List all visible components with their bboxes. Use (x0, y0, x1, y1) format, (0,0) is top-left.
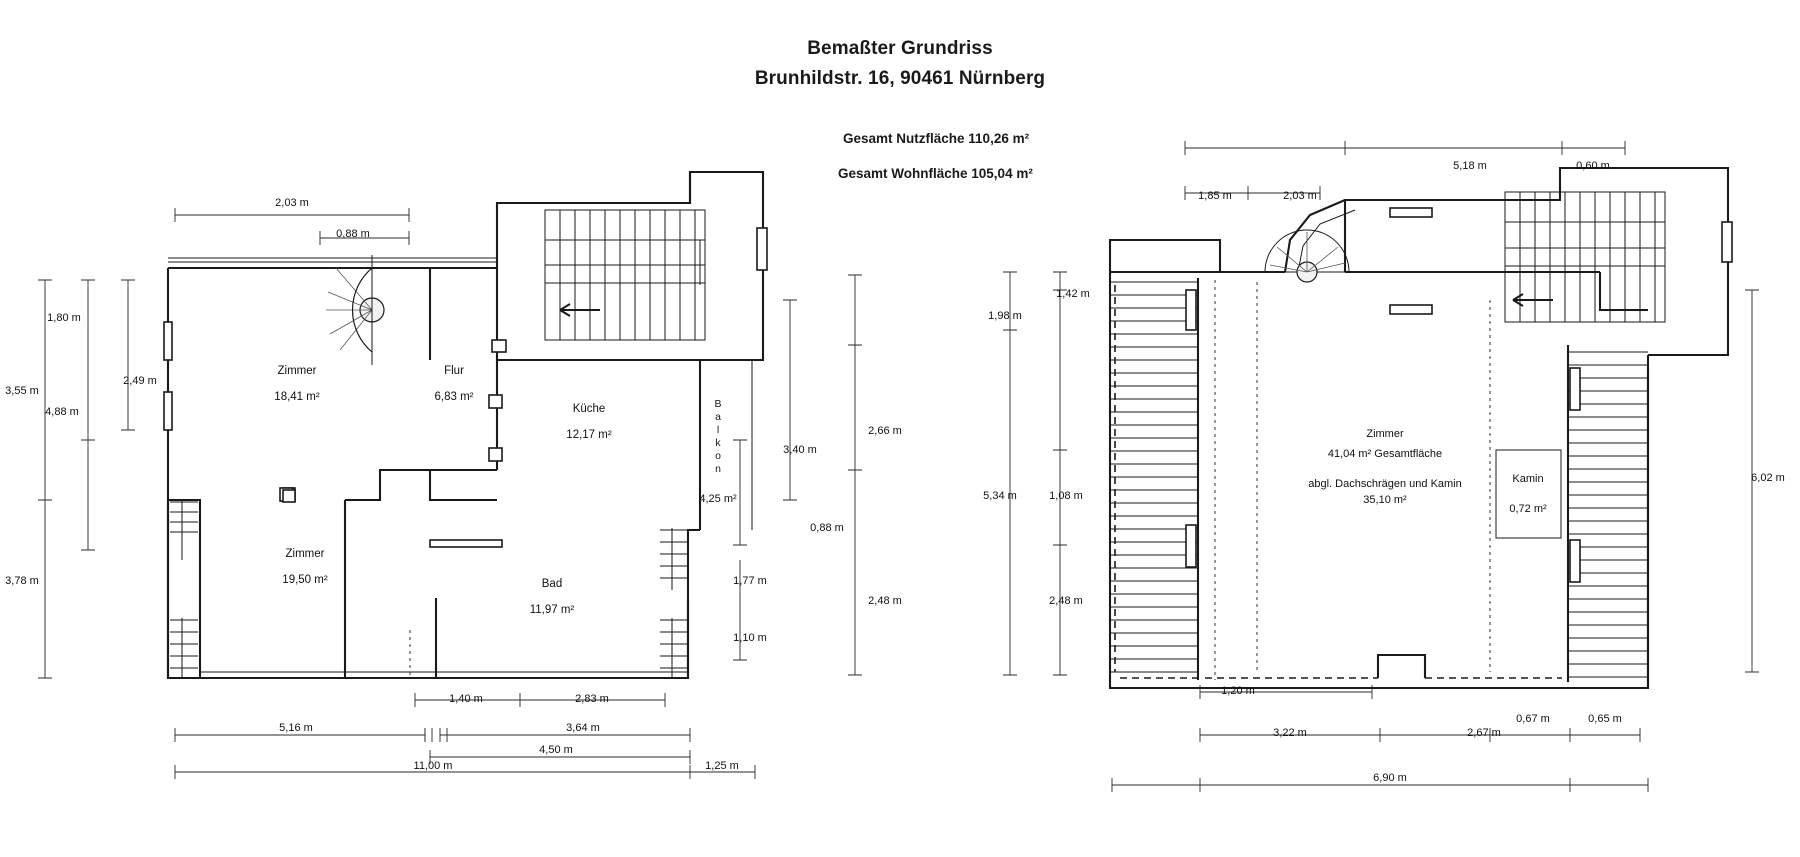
room-area-balkon: 4,25 m² (699, 493, 737, 505)
dim-right-bottom-2: 3,22 m (1273, 727, 1307, 739)
dim-left-bottom-7: 1,25 m (705, 760, 739, 772)
dim-left-right-3: 0,88 m (810, 522, 844, 534)
window-symbol (1186, 290, 1196, 330)
dim-left-side-1: 1,80 m (47, 312, 81, 324)
right-plan-dimension-lines (1003, 141, 1759, 792)
total-living-area: Gesamt Wohnfläche 105,04 m² (838, 166, 1033, 181)
dim-left-right-2: 2,66 m (868, 425, 902, 437)
dim-left-right-6: 1,10 m (733, 632, 767, 644)
room-area-kamin: 0,72 m² (1509, 503, 1547, 515)
dim-right-bottom-1: 1,20 m (1221, 685, 1255, 697)
room-label-kueche: Küche 12,17 m² (566, 403, 612, 441)
dim-right-side-4: 1,08 m (1049, 490, 1083, 502)
window-symbol (1570, 540, 1580, 582)
room-area-zimmer-dg-net: 35,10 m² (1363, 494, 1407, 506)
dim-right-top-3: 1,85 m (1198, 190, 1232, 202)
dim-left-top-1: 2,03 m (275, 197, 309, 209)
dim-left-right-1: 3,40 m (783, 444, 817, 456)
dim-right-bottom-3: 2,67 m (1467, 727, 1501, 739)
dim-right-side-3: 5,34 m (983, 490, 1017, 502)
dim-left-bottom-5: 4,50 m (539, 744, 573, 756)
spiral-stair-right-plan (1265, 230, 1349, 282)
window-symbol (1390, 305, 1432, 314)
dim-right-top-1: 5,18 m (1453, 160, 1487, 172)
page-subtitle-address: Brunhildstr. 16, 90461 Nürnberg (754, 68, 1046, 89)
room-label-balkon: B a l k o n (714, 398, 722, 475)
dim-right-right-1: 6,02 m (1751, 472, 1785, 484)
dim-left-bottom-1: 1,40 m (449, 693, 483, 705)
dim-right-side-5: 2,48 m (1049, 595, 1083, 607)
dim-right-bottom-6: 6,90 m (1373, 772, 1407, 784)
dim-left-bottom-6: 11,00 m (413, 760, 453, 772)
room-label-flur: Flur 6,83 m² (434, 365, 474, 403)
window-symbol (1570, 368, 1580, 410)
dim-left-right-5: 2,48 m (868, 595, 902, 607)
dim-left-bottom-2: 2,83 m (575, 693, 609, 705)
dim-right-top-4: 2,03 m (1283, 190, 1317, 202)
dim-left-side-4: 4,88 m (45, 406, 79, 418)
window-symbol (1390, 208, 1432, 217)
roof-slope-hatch-left (1110, 278, 1198, 680)
room-label-kamin: Kamin (1512, 473, 1544, 485)
window-symbol (1186, 525, 1196, 567)
dim-left-top-2: 0,88 m (336, 228, 370, 240)
room-label-zimmer-1: Zimmer 18,41 m² (274, 365, 320, 403)
room-area-zimmer-dg-total: 41,04 m² Gesamtfläche (1327, 448, 1443, 460)
chimney-shape (1496, 450, 1561, 538)
dim-left-bottom-3: 5,16 m (279, 722, 313, 734)
dim-left-side-3: 3,55 m (5, 385, 39, 397)
dim-right-side-2: 1,98 m (988, 310, 1022, 322)
dim-right-side-1: 1,42 m (1056, 288, 1090, 300)
room-note-dachschraegen: abgl. Dachschrägen und Kamin (1308, 478, 1462, 490)
room-label-zimmer-dg: Zimmer (1366, 428, 1404, 440)
staircase-right-plan (1505, 192, 1665, 322)
dim-left-right-4: 1,77 m (733, 575, 767, 587)
dim-left-bottom-4: 3,64 m (566, 722, 600, 734)
room-label-bad: Bad 11,97 m² (529, 578, 575, 616)
dim-left-side-5: 3,78 m (5, 575, 39, 587)
window-symbol (1722, 222, 1732, 262)
dim-right-bottom-5: 0,65 m (1588, 713, 1622, 725)
total-usable-area: Gesamt Nutzfläche 110,26 m² (843, 131, 1030, 146)
dim-left-side-2: 2,49 m (123, 375, 157, 387)
room-label-zimmer-2: Zimmer 19,50 m² (282, 548, 328, 586)
dim-right-top-2: 0,60 m (1576, 160, 1610, 172)
page-title: Bemaßter Grundriss (807, 38, 993, 59)
dim-right-bottom-4: 0,67 m (1516, 713, 1550, 725)
right-plan-walls (1110, 168, 1732, 688)
